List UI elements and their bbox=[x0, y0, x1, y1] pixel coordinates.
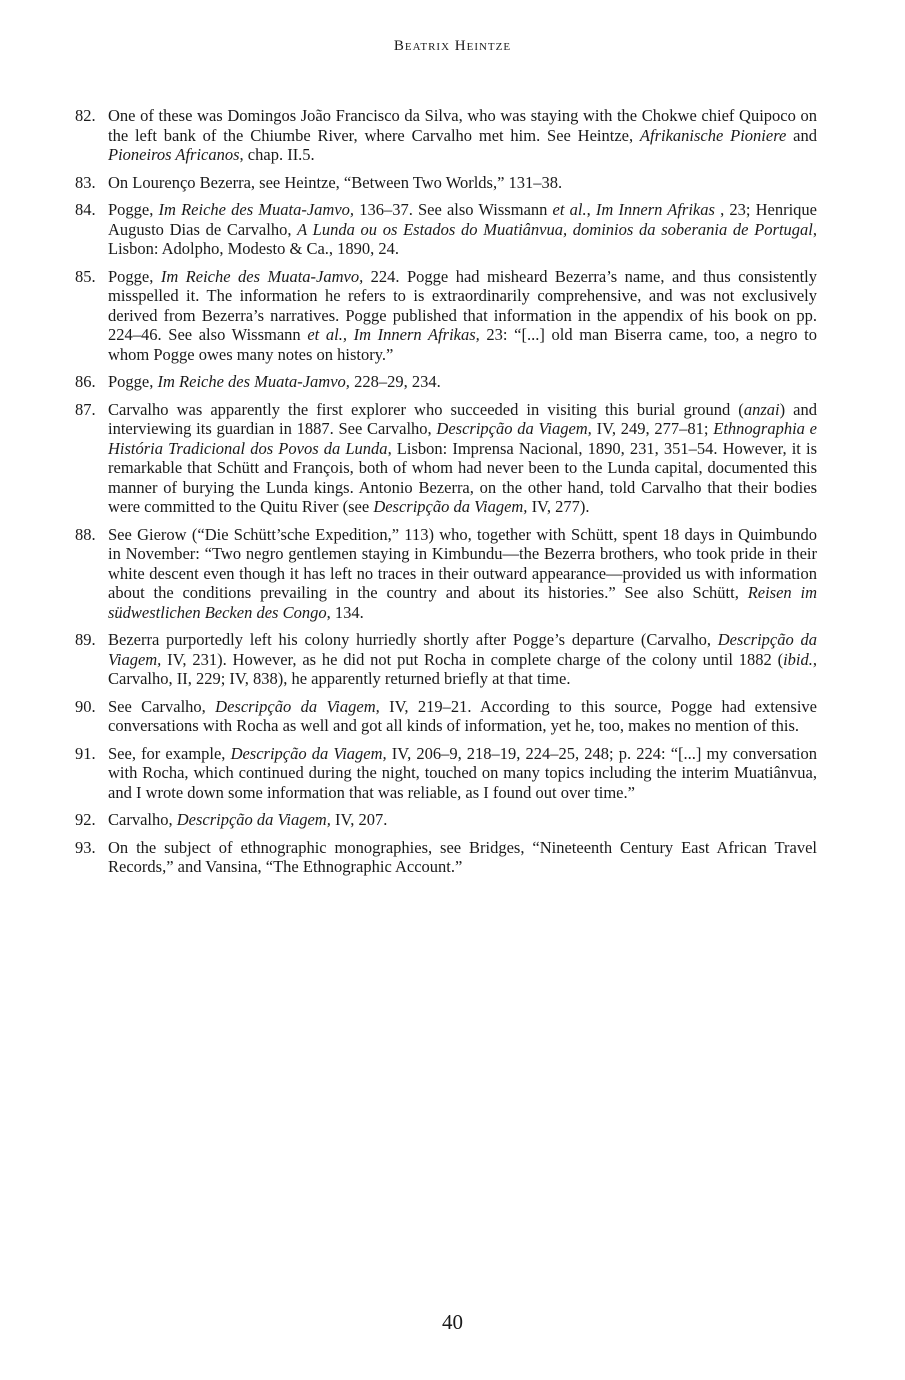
endnote-text-segment: IV, 207. bbox=[330, 810, 388, 829]
endnote-text-segment: , bbox=[586, 200, 596, 219]
endnote bbox=[75, 810, 817, 830]
endnote-number: 85. bbox=[75, 266, 96, 286]
endnote-text-segment: IV, 231). However, as he did not put Rocha in complete charge of the colony until 1882 ( bbox=[161, 649, 784, 669]
endnote-text bbox=[108, 630, 817, 689]
endnote-number: 87. bbox=[75, 399, 96, 419]
endnote-text-segment: Pogge, bbox=[108, 200, 159, 219]
endnote-text-segment: On the subject of ethnographic monographies, see Bridges, “Nineteenth Century East African Travel Records,” and Vansina, “The Ethnographic Account.” bbox=[108, 837, 817, 876]
endnote-text bbox=[108, 525, 817, 623]
endnote-number: 86. bbox=[75, 372, 96, 391]
endnote-text bbox=[108, 372, 817, 392]
endnote-text-segment: , Lisbon: Adolpho, Modesto & Ca., 1890, 24. bbox=[108, 219, 817, 258]
endnote-italic-segment: Descripção da Viagem, bbox=[108, 630, 817, 669]
endnote-italic-segment: Descripção da Viagem, bbox=[373, 497, 528, 516]
endnote-italic-segment: A Lunda ou os Estados do Muatiânvua, dominios da soberania de Portugal bbox=[297, 219, 813, 239]
endnote-italic-segment: Pioneiros Africanos bbox=[108, 145, 240, 164]
endnote-italic-segment: Descripção da Viagem, bbox=[176, 810, 331, 829]
endnote bbox=[75, 630, 817, 689]
endnote-text-segment: IV, 249, 277–81; bbox=[591, 419, 714, 438]
endnote bbox=[75, 106, 817, 165]
endnote-text bbox=[108, 838, 817, 877]
endnote-text-segment: IV, 206–9, 218–19, 224–25, 248; p. 224: “[...] my conversation with Rocha, which continued during the night, touched on many topics including the interim Muatiânvua, and I wrote down some information that was reliable, as I found out over time.” bbox=[108, 743, 818, 802]
endnote-number: 91. bbox=[75, 743, 96, 763]
endnote-text-segment: , chap. II.5. bbox=[239, 145, 315, 164]
running-head: Beatrix Heintze bbox=[393, 38, 512, 54]
endnote-italic-segment: et al. bbox=[552, 200, 587, 219]
endnote-text-segment: Pogge, bbox=[108, 372, 158, 391]
endnote-text bbox=[108, 173, 817, 193]
endnote-text bbox=[108, 106, 817, 165]
endnote-number: 83. bbox=[75, 172, 96, 192]
endnote-text-segment: 228–29, 234. bbox=[349, 372, 441, 391]
endnote bbox=[75, 200, 817, 259]
endnote-number: 88. bbox=[75, 524, 96, 544]
page-number: 40 bbox=[442, 1310, 463, 1334]
endnote-text bbox=[108, 697, 817, 736]
endnote-text-segment: See Gierow (“Die Schütt’sche Expedition,” 113) who, together with Schütt, spent 18 days in Quimbundo in November: “Two negro gentlemen staying in Kimbundu—the Bezerra brothers, who took pride in their white descent even though it has left no traces in their outward appearance—provided us with information about the conditions prevailing in the country and about its histories.” See also Schütt, bbox=[108, 524, 817, 602]
endnote-text-segment: On Lourenço Bezerra, see Heintze, “Between Two Worlds,” 131–38. bbox=[108, 172, 563, 192]
endnote bbox=[75, 744, 817, 803]
endnote-text-segment: , Lisbon: Imprensa Nacional, 1890, 231, 351–54. However, it is remarkable that Schütt and François, both of whom had never been to the Lunda capital, documented this manner of burying the Lunda kings. Antonio Bezerra, on the other hand, told Carvalho that their bodies were committed to the Quitu River (see bbox=[108, 438, 817, 516]
endnote-text bbox=[108, 200, 817, 259]
endnote-number: 84. bbox=[75, 200, 96, 219]
endnote-italic-segment: Ethnographia e História Tradicional dos Povos da Lunda bbox=[108, 419, 817, 458]
endnote-italic-segment: Im Reiche des Muata-Jamvo, bbox=[160, 266, 364, 286]
endnote-text-segment: , Carvalho, II, 229; IV, 838), he apparently returned briefly at that time. bbox=[108, 649, 817, 688]
endnote bbox=[75, 838, 817, 877]
endnote-text-segment: Pogge, bbox=[108, 266, 161, 286]
endnote bbox=[75, 400, 817, 517]
endnote-number: 93. bbox=[75, 837, 96, 857]
endnote-italic-segment: Im Innern Afrikas bbox=[595, 200, 715, 219]
endnote-italic-segment: anzai bbox=[743, 399, 780, 419]
endnote-italic-segment: ibid. bbox=[783, 649, 813, 669]
endnote bbox=[75, 697, 817, 736]
endnote-text bbox=[108, 744, 817, 803]
endnote-text-segment: and bbox=[786, 125, 817, 145]
endnote-text-segment: IV, 219–21. According to this source, Pogge had extensive conversations with Rocha as well and got all kinds of information, yet he, too, makes no mention of this. bbox=[108, 696, 817, 735]
endnotes-list bbox=[75, 106, 817, 885]
endnote-text-segment: See, for example, bbox=[108, 743, 231, 763]
endnote-text-segment: , 134. bbox=[326, 602, 364, 622]
endnote-text-segment: IV, 277). bbox=[527, 497, 590, 516]
endnote-text-segment: , 23; Henrique Augusto Dias de Carvalho, bbox=[108, 200, 817, 239]
endnote bbox=[75, 173, 817, 193]
endnote-italic-segment: Descripção da Viagem, bbox=[436, 419, 592, 438]
endnote-number: 92. bbox=[75, 810, 96, 829]
endnote bbox=[75, 267, 817, 365]
endnote-text bbox=[108, 810, 817, 830]
endnote-italic-segment: Descripção da Viagem, bbox=[230, 743, 387, 763]
endnote-italic-segment: Reisen im südwestlichen Becken des Congo bbox=[108, 583, 818, 622]
endnote-text-segment: Carvalho was apparently the first explorer who succeeded in visiting this burial ground ( bbox=[108, 399, 744, 419]
endnote-text-segment: 23: “[...] old man Biserra came, too, a negro to whom Pogge owes many notes on history.” bbox=[108, 325, 817, 364]
endnote-italic-segment: Descripção da Viagem, bbox=[215, 696, 380, 716]
endnote-number: 89. bbox=[75, 630, 96, 649]
endnote-text-segment: Bezerra purportedly left his colony hurriedly shortly after Pogge’s departure (Carvalho, bbox=[108, 630, 718, 649]
endnote-text-segment: ) and interviewing its guardian in 1887. See Carvalho, bbox=[108, 399, 817, 438]
endnote-number: 82. bbox=[75, 106, 96, 125]
endnote-text bbox=[108, 400, 817, 517]
endnote-text-segment: 136–37. See also Wissmann bbox=[354, 200, 553, 219]
endnote-italic-segment: Im Reiche des Muata-Jamvo, bbox=[157, 372, 350, 391]
endnote-text-segment: See Carvalho, bbox=[108, 696, 216, 716]
endnote-number: 90. bbox=[75, 696, 96, 716]
endnote-text-segment: Carvalho, bbox=[108, 810, 177, 829]
endnote-text-segment: One of these was Domingos João Francisco da Silva, who was staying with the Chokwe chief Quipoco on the left bank of the Chiumbe River, where Carvalho met him. See Heintze, bbox=[108, 106, 817, 145]
endnote-italic-segment: et al., Im Innern Afrikas, bbox=[307, 325, 480, 344]
endnote-text bbox=[108, 267, 817, 365]
endnote-italic-segment: Im Reiche des Muata-Jamvo, bbox=[158, 200, 355, 219]
endnote-text-segment: 224. Pogge had misheard Bezerra’s name, and thus consistently misspelled it. The information he refers to is extraordinarily comprehensive, and was not exclusively derived from Bezerra’s narratives. Pogge published that information in the appendix of his book on pp. 224–46. See also Wissmann bbox=[108, 266, 817, 344]
endnote bbox=[75, 525, 817, 623]
endnote bbox=[75, 372, 817, 392]
endnote-italic-segment: Afrikanische Pioniere bbox=[639, 125, 787, 145]
